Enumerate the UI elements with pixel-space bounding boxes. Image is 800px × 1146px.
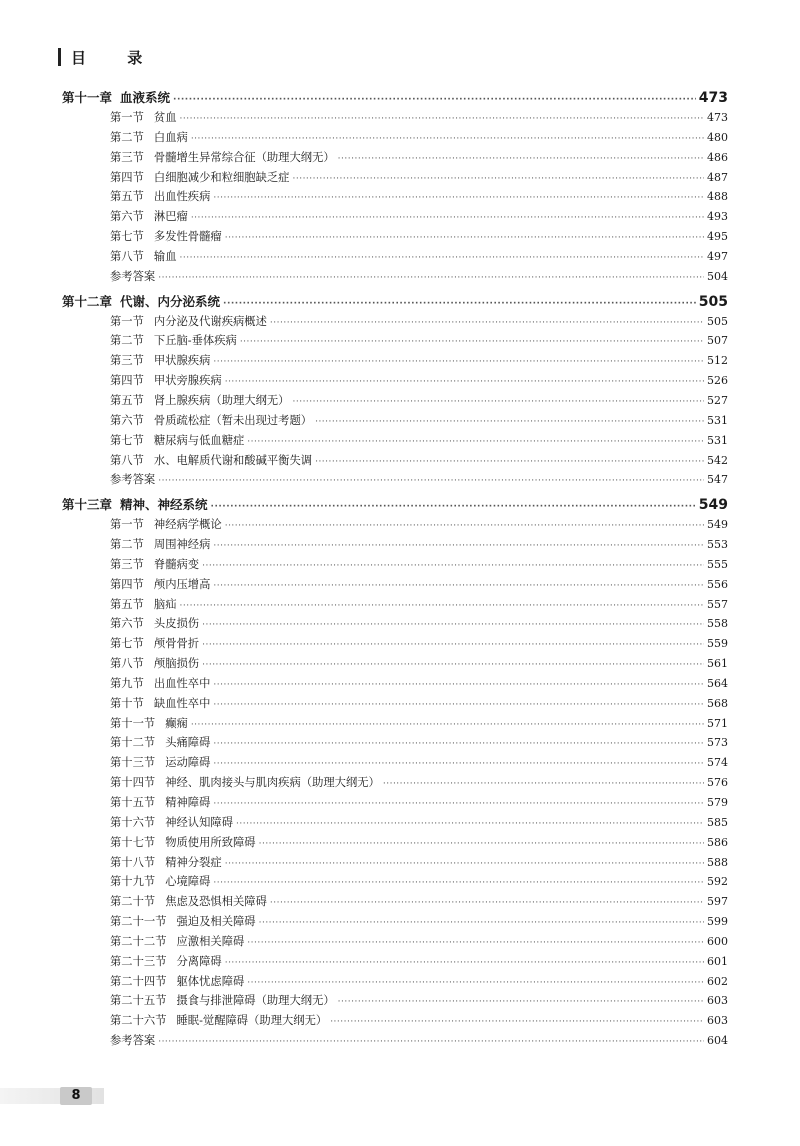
section-page: 504 bbox=[707, 269, 728, 283]
section-number: 第八节 bbox=[110, 453, 144, 467]
section-title: 颅脑损伤 bbox=[153, 657, 200, 671]
dot-leader bbox=[202, 660, 704, 670]
section-number: 参考答案 bbox=[110, 473, 156, 487]
section-number: 第六节 bbox=[110, 617, 144, 631]
section-page: 512 bbox=[707, 354, 728, 368]
dot-leader bbox=[213, 357, 704, 367]
section-number: 第三节 bbox=[110, 557, 144, 571]
dot-leader bbox=[180, 601, 704, 611]
section-entry[interactable] bbox=[62, 635, 728, 655]
section-entry[interactable] bbox=[62, 615, 728, 635]
dot-leader bbox=[213, 581, 704, 591]
section-entry[interactable] bbox=[62, 332, 728, 352]
section-title: 骨髓增生异常综合征（助理大纲无） bbox=[153, 150, 335, 164]
dot-leader bbox=[191, 720, 704, 730]
section-number: 第十三节 bbox=[110, 756, 156, 770]
section-page: 493 bbox=[707, 210, 728, 224]
section-title: 白血病 bbox=[153, 130, 188, 144]
section-entry[interactable] bbox=[62, 913, 728, 933]
section-number: 第五节 bbox=[110, 597, 144, 611]
chapter-entry[interactable] bbox=[62, 495, 728, 516]
section-number: 第二十二节 bbox=[110, 934, 167, 948]
section-title: 输血 bbox=[153, 249, 177, 263]
section-title: 物质使用所致障碍 bbox=[165, 835, 256, 849]
section-entry[interactable] bbox=[62, 715, 728, 735]
section-number: 第五节 bbox=[110, 190, 144, 204]
section-page: 547 bbox=[707, 473, 728, 487]
section-page: 588 bbox=[707, 855, 728, 869]
section-page: 586 bbox=[707, 835, 728, 849]
dot-leader bbox=[338, 997, 704, 1007]
section-page: 573 bbox=[707, 736, 728, 750]
section-number: 第一节 bbox=[110, 111, 144, 124]
section-title: 内分泌及代谢疾病概述 bbox=[153, 314, 267, 328]
section-entry[interactable] bbox=[62, 814, 728, 834]
section-number: 第三节 bbox=[110, 354, 144, 368]
chapter-title: 代谢、内分泌系统 bbox=[120, 293, 221, 309]
section-title: 摄食与排泄障碍（助理大纲无） bbox=[176, 994, 335, 1008]
chapter-title: 血液系统 bbox=[120, 90, 171, 105]
dot-leader bbox=[225, 521, 704, 531]
section-entry[interactable] bbox=[62, 655, 728, 675]
section-title: 应激相关障碍 bbox=[176, 934, 245, 948]
section-page: 553 bbox=[707, 538, 728, 552]
section-title: 躯体忧虑障碍 bbox=[176, 974, 245, 988]
table-of-contents bbox=[62, 88, 728, 1052]
section-title: 周围神经病 bbox=[153, 538, 211, 552]
section-entry[interactable] bbox=[62, 471, 728, 491]
section-entry[interactable] bbox=[62, 392, 728, 412]
section-title: 精神分裂症 bbox=[165, 855, 222, 869]
section-number: 第七节 bbox=[110, 230, 144, 244]
section-page: 561 bbox=[707, 657, 728, 671]
dot-leader bbox=[240, 337, 704, 347]
section-entry[interactable] bbox=[62, 973, 728, 993]
section-title: 强迫及相关障碍 bbox=[176, 915, 256, 929]
dot-leader bbox=[259, 918, 704, 928]
section-entry[interactable] bbox=[62, 596, 728, 616]
section-title: 甲状腺疾病 bbox=[153, 354, 211, 368]
dot-leader bbox=[173, 95, 696, 105]
section-entry[interactable] bbox=[62, 268, 728, 288]
section-number: 第二十一节 bbox=[110, 915, 167, 929]
section-number: 第十一节 bbox=[110, 716, 156, 730]
section-title: 水、电解质代谢和酸碱平衡失调 bbox=[153, 453, 313, 467]
section-title: 睡眠-觉醒障碍（助理大纲无） bbox=[176, 1014, 328, 1028]
section-page: 531 bbox=[707, 413, 728, 427]
section-entry[interactable] bbox=[62, 794, 728, 814]
dot-leader bbox=[292, 174, 704, 184]
section-page: 488 bbox=[707, 190, 728, 204]
header-bar bbox=[58, 48, 61, 66]
dot-leader bbox=[223, 299, 696, 309]
section-number: 第十六节 bbox=[110, 815, 156, 829]
dot-leader bbox=[202, 640, 704, 650]
section-page: 505 bbox=[707, 314, 728, 328]
section-page: 558 bbox=[707, 617, 728, 631]
page-number: 8 bbox=[60, 1087, 92, 1105]
dot-leader bbox=[180, 114, 704, 124]
dot-leader bbox=[247, 978, 704, 988]
section-entry[interactable] bbox=[62, 556, 728, 576]
section-number: 第二节 bbox=[110, 334, 144, 348]
section-title: 头皮损伤 bbox=[153, 617, 200, 631]
page-title: 目 录 bbox=[71, 48, 161, 67]
section-number: 第二十四节 bbox=[110, 974, 167, 988]
section-entry[interactable] bbox=[62, 129, 728, 149]
dot-leader bbox=[213, 799, 704, 809]
section-entry[interactable] bbox=[62, 695, 728, 715]
dot-leader bbox=[225, 377, 704, 387]
section-page: 602 bbox=[707, 974, 728, 988]
dot-leader bbox=[330, 1017, 704, 1027]
chapter-number: 第十一章 bbox=[62, 90, 113, 105]
dot-leader bbox=[202, 561, 704, 571]
section-number: 第十二节 bbox=[110, 736, 156, 750]
section-entry[interactable] bbox=[62, 109, 728, 129]
dot-leader bbox=[213, 541, 704, 551]
section-entry[interactable] bbox=[62, 754, 728, 774]
section-entry[interactable] bbox=[62, 854, 728, 874]
section-title: 多发性骨髓瘤 bbox=[153, 230, 222, 244]
section-entry[interactable] bbox=[62, 169, 728, 189]
chapter-page: 473 bbox=[698, 90, 728, 106]
section-number: 参考答案 bbox=[110, 269, 156, 283]
section-page: 527 bbox=[707, 393, 728, 407]
section-title: 淋巴瘤 bbox=[153, 210, 188, 224]
section-page: 507 bbox=[707, 334, 728, 348]
section-page: 542 bbox=[707, 453, 728, 467]
section-page: 574 bbox=[707, 756, 728, 770]
section-number: 第二十三节 bbox=[110, 954, 167, 968]
chapter-title: 精神、神经系统 bbox=[120, 497, 208, 513]
section-title: 下丘脑-垂体疾病 bbox=[153, 334, 237, 348]
section-entry[interactable] bbox=[62, 1012, 728, 1032]
section-number: 第十节 bbox=[110, 696, 144, 710]
section-entry[interactable] bbox=[62, 536, 728, 556]
section-number: 第四节 bbox=[110, 577, 144, 591]
section-page: 601 bbox=[707, 954, 728, 968]
section-page: 579 bbox=[707, 796, 728, 809]
section-page: 592 bbox=[707, 875, 728, 889]
section-number: 第七节 bbox=[110, 637, 144, 651]
dot-leader bbox=[202, 620, 704, 630]
chapter-entry[interactable] bbox=[62, 292, 728, 313]
section-entry[interactable] bbox=[62, 893, 728, 913]
chapter-entry[interactable] bbox=[62, 88, 728, 109]
section-entry[interactable] bbox=[62, 188, 728, 208]
section-entry[interactable] bbox=[62, 933, 728, 953]
dot-leader bbox=[315, 457, 704, 467]
section-number: 第二节 bbox=[110, 130, 144, 144]
section-title: 分离障碍 bbox=[176, 954, 222, 968]
section-title: 脑疝 bbox=[153, 597, 177, 611]
dot-leader bbox=[383, 779, 704, 789]
section-title: 肾上腺疾病（助理大纲无） bbox=[153, 393, 290, 407]
section-title: 甲状旁腺疾病 bbox=[153, 374, 222, 388]
dot-leader bbox=[315, 417, 704, 427]
section-entry[interactable] bbox=[62, 352, 728, 372]
dot-leader bbox=[292, 397, 704, 407]
dot-leader bbox=[213, 739, 704, 749]
section-page: 487 bbox=[707, 170, 728, 184]
section-entry[interactable] bbox=[62, 1032, 728, 1052]
section-number: 第二十六节 bbox=[110, 1014, 167, 1028]
dot-leader bbox=[211, 502, 696, 512]
section-entry[interactable] bbox=[62, 992, 728, 1012]
dot-leader bbox=[225, 859, 704, 869]
dot-leader bbox=[270, 318, 704, 328]
section-page: 603 bbox=[707, 994, 728, 1008]
section-number: 第九节 bbox=[110, 676, 144, 690]
section-entry[interactable] bbox=[62, 432, 728, 452]
section-title: 颅内压增高 bbox=[153, 577, 211, 591]
section-page: 603 bbox=[707, 1014, 728, 1028]
dot-leader bbox=[213, 680, 704, 690]
section-entry[interactable] bbox=[62, 313, 728, 333]
section-title: 出血性疾病 bbox=[153, 190, 211, 204]
dot-leader bbox=[247, 437, 704, 447]
section-number: 第五节 bbox=[110, 393, 144, 407]
section-title: 神经认知障碍 bbox=[165, 815, 233, 829]
section-page: 549 bbox=[707, 518, 728, 532]
section-page: 559 bbox=[707, 637, 728, 651]
section-page: 568 bbox=[707, 696, 728, 710]
section-page: 495 bbox=[707, 230, 728, 244]
section-entry[interactable] bbox=[62, 873, 728, 893]
section-number: 第二十节 bbox=[110, 895, 156, 909]
section-number: 第六节 bbox=[110, 413, 144, 427]
section-page: 564 bbox=[707, 676, 728, 690]
section-number: 第一节 bbox=[110, 518, 144, 532]
section-page: 600 bbox=[707, 934, 728, 948]
section-title: 神经、肌肉接头与肌肉疾病（助理大纲无） bbox=[165, 776, 380, 790]
dot-leader bbox=[213, 878, 704, 888]
section-title: 精神障碍 bbox=[165, 796, 211, 809]
section-number: 第三节 bbox=[110, 150, 144, 164]
dot-leader bbox=[180, 253, 704, 263]
section-page: 599 bbox=[707, 915, 728, 929]
section-page: 526 bbox=[707, 374, 728, 388]
section-entry[interactable] bbox=[62, 208, 728, 228]
section-entry[interactable] bbox=[62, 452, 728, 472]
dot-leader bbox=[225, 233, 704, 243]
dot-leader bbox=[213, 700, 704, 710]
section-title: 缺血性卒中 bbox=[153, 696, 211, 710]
section-entry[interactable] bbox=[62, 576, 728, 596]
section-number: 第八节 bbox=[110, 657, 144, 671]
dot-leader bbox=[158, 476, 704, 486]
section-number: 第四节 bbox=[110, 170, 144, 184]
section-entry[interactable] bbox=[62, 248, 728, 268]
dot-leader bbox=[158, 1037, 704, 1047]
dot-leader bbox=[191, 134, 704, 144]
dot-leader bbox=[158, 273, 704, 283]
dot-leader bbox=[338, 154, 704, 164]
page-header bbox=[58, 47, 160, 67]
chapter-page: 549 bbox=[698, 497, 728, 514]
chapter-page: 505 bbox=[698, 293, 728, 310]
dot-leader bbox=[213, 759, 704, 769]
section-number: 第七节 bbox=[110, 433, 144, 447]
section-page: 556 bbox=[707, 577, 728, 591]
section-title: 贫血 bbox=[153, 111, 177, 124]
section-entry[interactable] bbox=[62, 675, 728, 695]
section-title: 白细胞减少和粒细胞缺乏症 bbox=[153, 170, 290, 184]
section-number: 第八节 bbox=[110, 249, 144, 263]
section-page: 576 bbox=[707, 776, 728, 790]
section-title: 出血性卒中 bbox=[153, 676, 211, 690]
section-number: 第六节 bbox=[110, 210, 144, 224]
section-number: 第四节 bbox=[110, 374, 144, 388]
section-title: 脊髓病变 bbox=[153, 557, 200, 571]
section-entry[interactable] bbox=[62, 228, 728, 248]
section-title: 焦虑及恐惧相关障碍 bbox=[165, 895, 267, 909]
section-title: 糖尿病与低血糖症 bbox=[153, 433, 245, 447]
section-number: 第十七节 bbox=[110, 835, 156, 849]
dot-leader bbox=[270, 898, 704, 908]
section-title: 癫痫 bbox=[165, 716, 188, 730]
section-number: 第十九节 bbox=[110, 875, 156, 889]
section-page: 555 bbox=[707, 557, 728, 571]
section-page: 497 bbox=[707, 249, 728, 263]
section-title: 运动障碍 bbox=[165, 756, 211, 770]
section-title: 头痛障碍 bbox=[165, 736, 211, 750]
section-number: 第二节 bbox=[110, 538, 144, 552]
section-entry[interactable] bbox=[62, 834, 728, 854]
section-page: 597 bbox=[707, 895, 728, 909]
section-entry[interactable] bbox=[62, 953, 728, 973]
section-entry[interactable] bbox=[62, 774, 728, 794]
section-page: 585 bbox=[707, 815, 728, 829]
section-title: 颅骨骨折 bbox=[153, 637, 200, 651]
section-entry[interactable] bbox=[62, 149, 728, 169]
section-number: 第十四节 bbox=[110, 776, 156, 790]
section-title: 心境障碍 bbox=[165, 875, 211, 889]
section-page: 486 bbox=[707, 150, 728, 164]
section-title: 神经病学概论 bbox=[153, 518, 222, 532]
section-number: 第十八节 bbox=[110, 855, 156, 869]
section-page: 480 bbox=[707, 130, 728, 144]
section-entry[interactable] bbox=[62, 734, 728, 754]
dot-leader bbox=[225, 958, 704, 968]
section-page: 531 bbox=[707, 433, 728, 447]
section-page: 571 bbox=[707, 716, 728, 730]
chapter-number: 第十二章 bbox=[62, 293, 113, 309]
dot-leader bbox=[213, 193, 704, 203]
section-number: 第一节 bbox=[110, 314, 144, 328]
section-entry[interactable] bbox=[62, 516, 728, 536]
section-number: 第十五节 bbox=[110, 796, 156, 809]
dot-leader bbox=[236, 819, 704, 829]
dot-leader bbox=[259, 839, 704, 849]
dot-leader bbox=[247, 938, 704, 948]
chapter-number: 第十三章 bbox=[62, 497, 113, 513]
section-number: 第二十五节 bbox=[110, 994, 167, 1008]
section-page: 604 bbox=[707, 1034, 728, 1048]
section-title: 骨质疏松症（暂未出现过考题） bbox=[153, 413, 313, 427]
section-entry[interactable] bbox=[62, 412, 728, 432]
section-page: 473 bbox=[707, 111, 728, 124]
section-entry[interactable] bbox=[62, 372, 728, 392]
section-number: 参考答案 bbox=[110, 1034, 156, 1048]
section-page: 557 bbox=[707, 597, 728, 611]
dot-leader bbox=[191, 213, 704, 223]
